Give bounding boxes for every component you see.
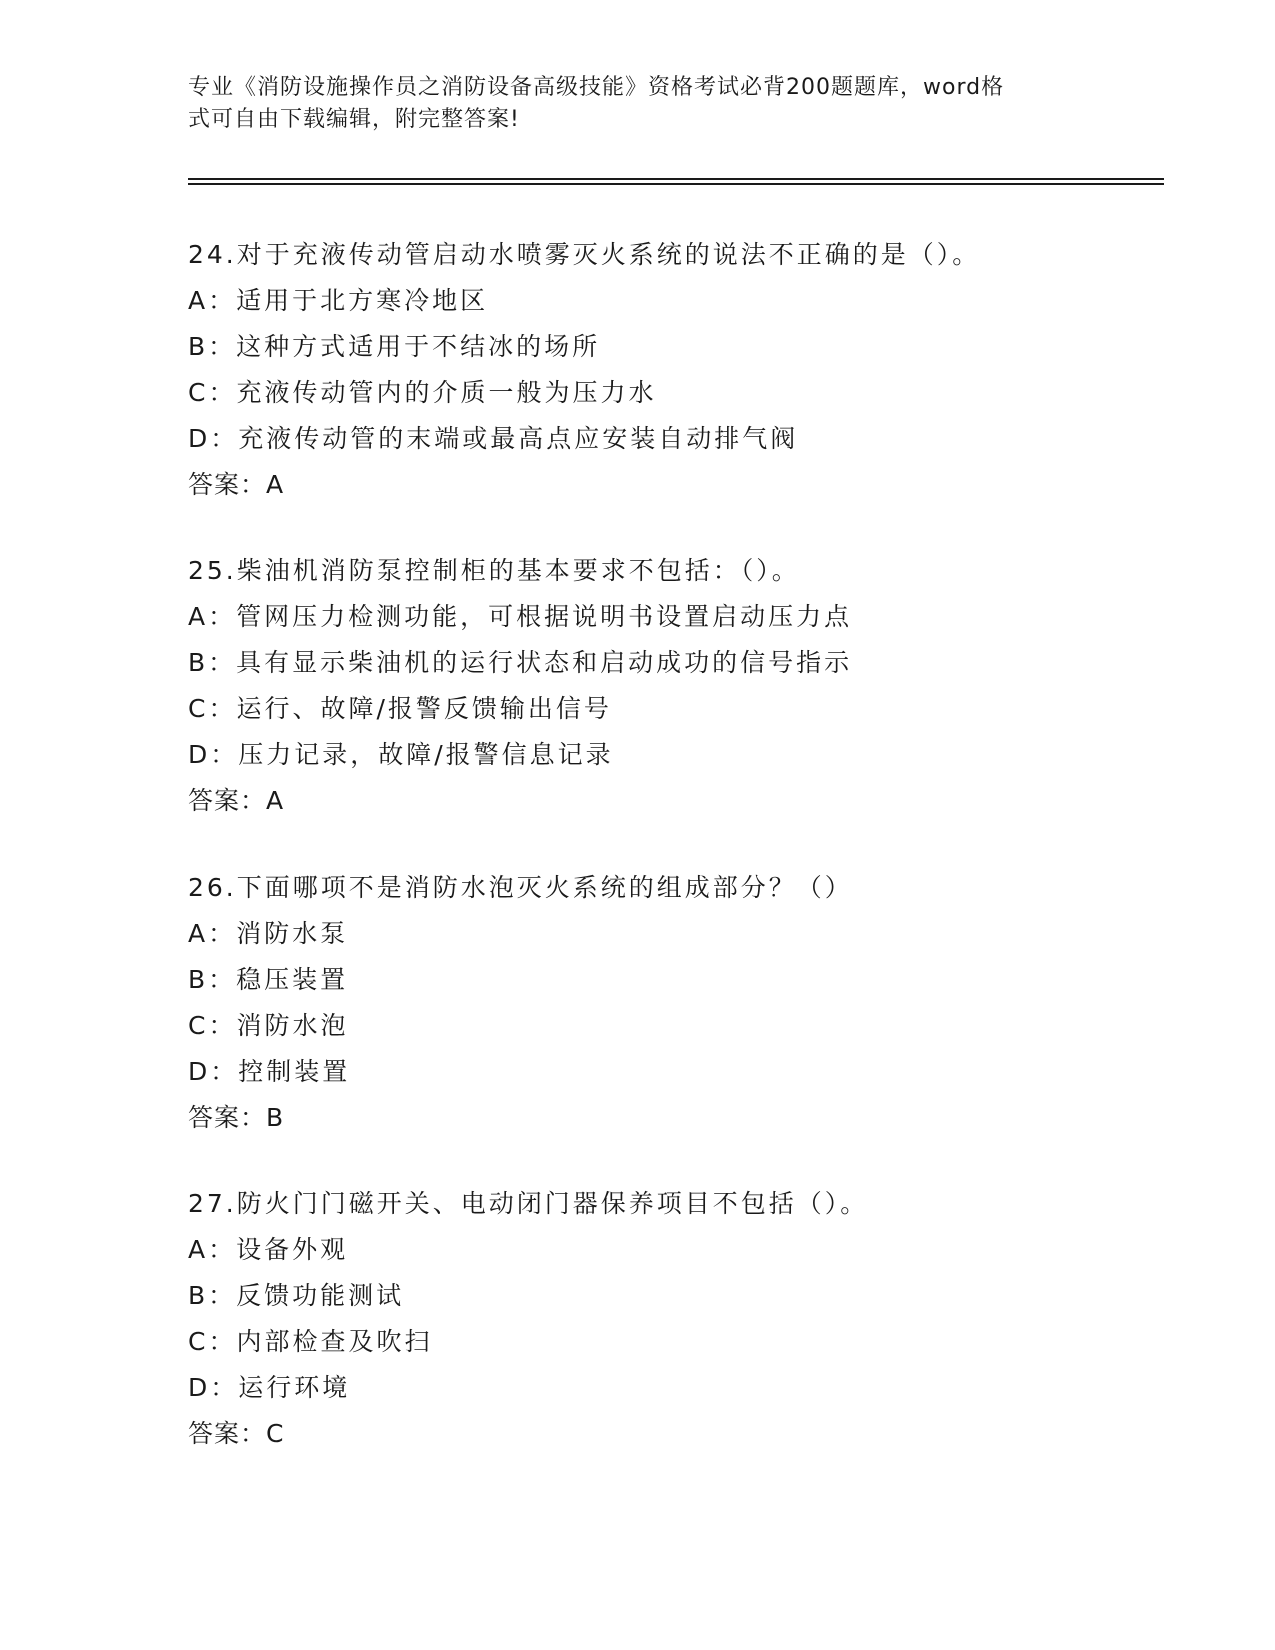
question-stem: 24.对于充液传动管启动水喷雾灭火系统的说法不正确的是（）。 (188, 240, 981, 269)
option-a: A：适用于北方寒冷地区 (188, 286, 489, 315)
option-c: C：消防水泡 (188, 1011, 349, 1040)
option-c: C：运行、故障/报警反馈输出信号 (188, 694, 612, 723)
option-d: D：运行环境 (188, 1373, 351, 1402)
option-b: B：稳压装置 (188, 965, 349, 994)
question-stem: 25.柴油机消防泵控制柜的基本要求不包括：（）。 (188, 556, 800, 585)
option-b: B：这种方式适用于不结冰的场所 (188, 332, 601, 361)
question-25 (188, 548, 1168, 824)
answer-label: 答案：C (188, 1419, 285, 1448)
question-24 (188, 232, 1168, 508)
header-divider-bottom (188, 183, 1164, 185)
header-divider-top (188, 178, 1164, 180)
option-a: A：管网压力检测功能，可根据说明书设置启动压力点 (188, 602, 853, 631)
intro-line-2: 式可自由下载编辑，附完整答案! (188, 107, 520, 132)
question-stem: 26.下面哪项不是消防水泡灭火系统的组成部分？（） (188, 873, 853, 902)
option-c: C：内部检查及吹扫 (188, 1327, 433, 1356)
option-d: D：充液传动管的末端或最高点应安装自动排气阀 (188, 424, 799, 453)
question-stem: 27.防火门门磁开关、电动闭门器保养项目不包括（）。 (188, 1189, 869, 1218)
option-d: D：压力记录，故障/报警信息记录 (188, 740, 614, 769)
option-d: D：控制装置 (188, 1057, 351, 1086)
option-a: A：设备外观 (188, 1235, 349, 1264)
option-b: B：反馈功能测试 (188, 1281, 405, 1310)
answer-label: 答案：A (188, 786, 285, 815)
answer-label: 答案：A (188, 470, 285, 499)
option-b: B：具有显示柴油机的运行状态和启动成功的信号指示 (188, 648, 853, 677)
option-a: A：消防水泵 (188, 919, 349, 948)
question-27 (188, 1181, 1168, 1457)
question-26 (188, 865, 1168, 1141)
option-c: C：充液传动管内的介质一般为压力水 (188, 378, 657, 407)
intro-line-1: 专业《消防设施操作员之消防设备高级技能》资格考试必背200题题库，word格 (188, 75, 1005, 100)
answer-label: 答案：B (188, 1103, 285, 1132)
document-intro (188, 72, 1068, 136)
